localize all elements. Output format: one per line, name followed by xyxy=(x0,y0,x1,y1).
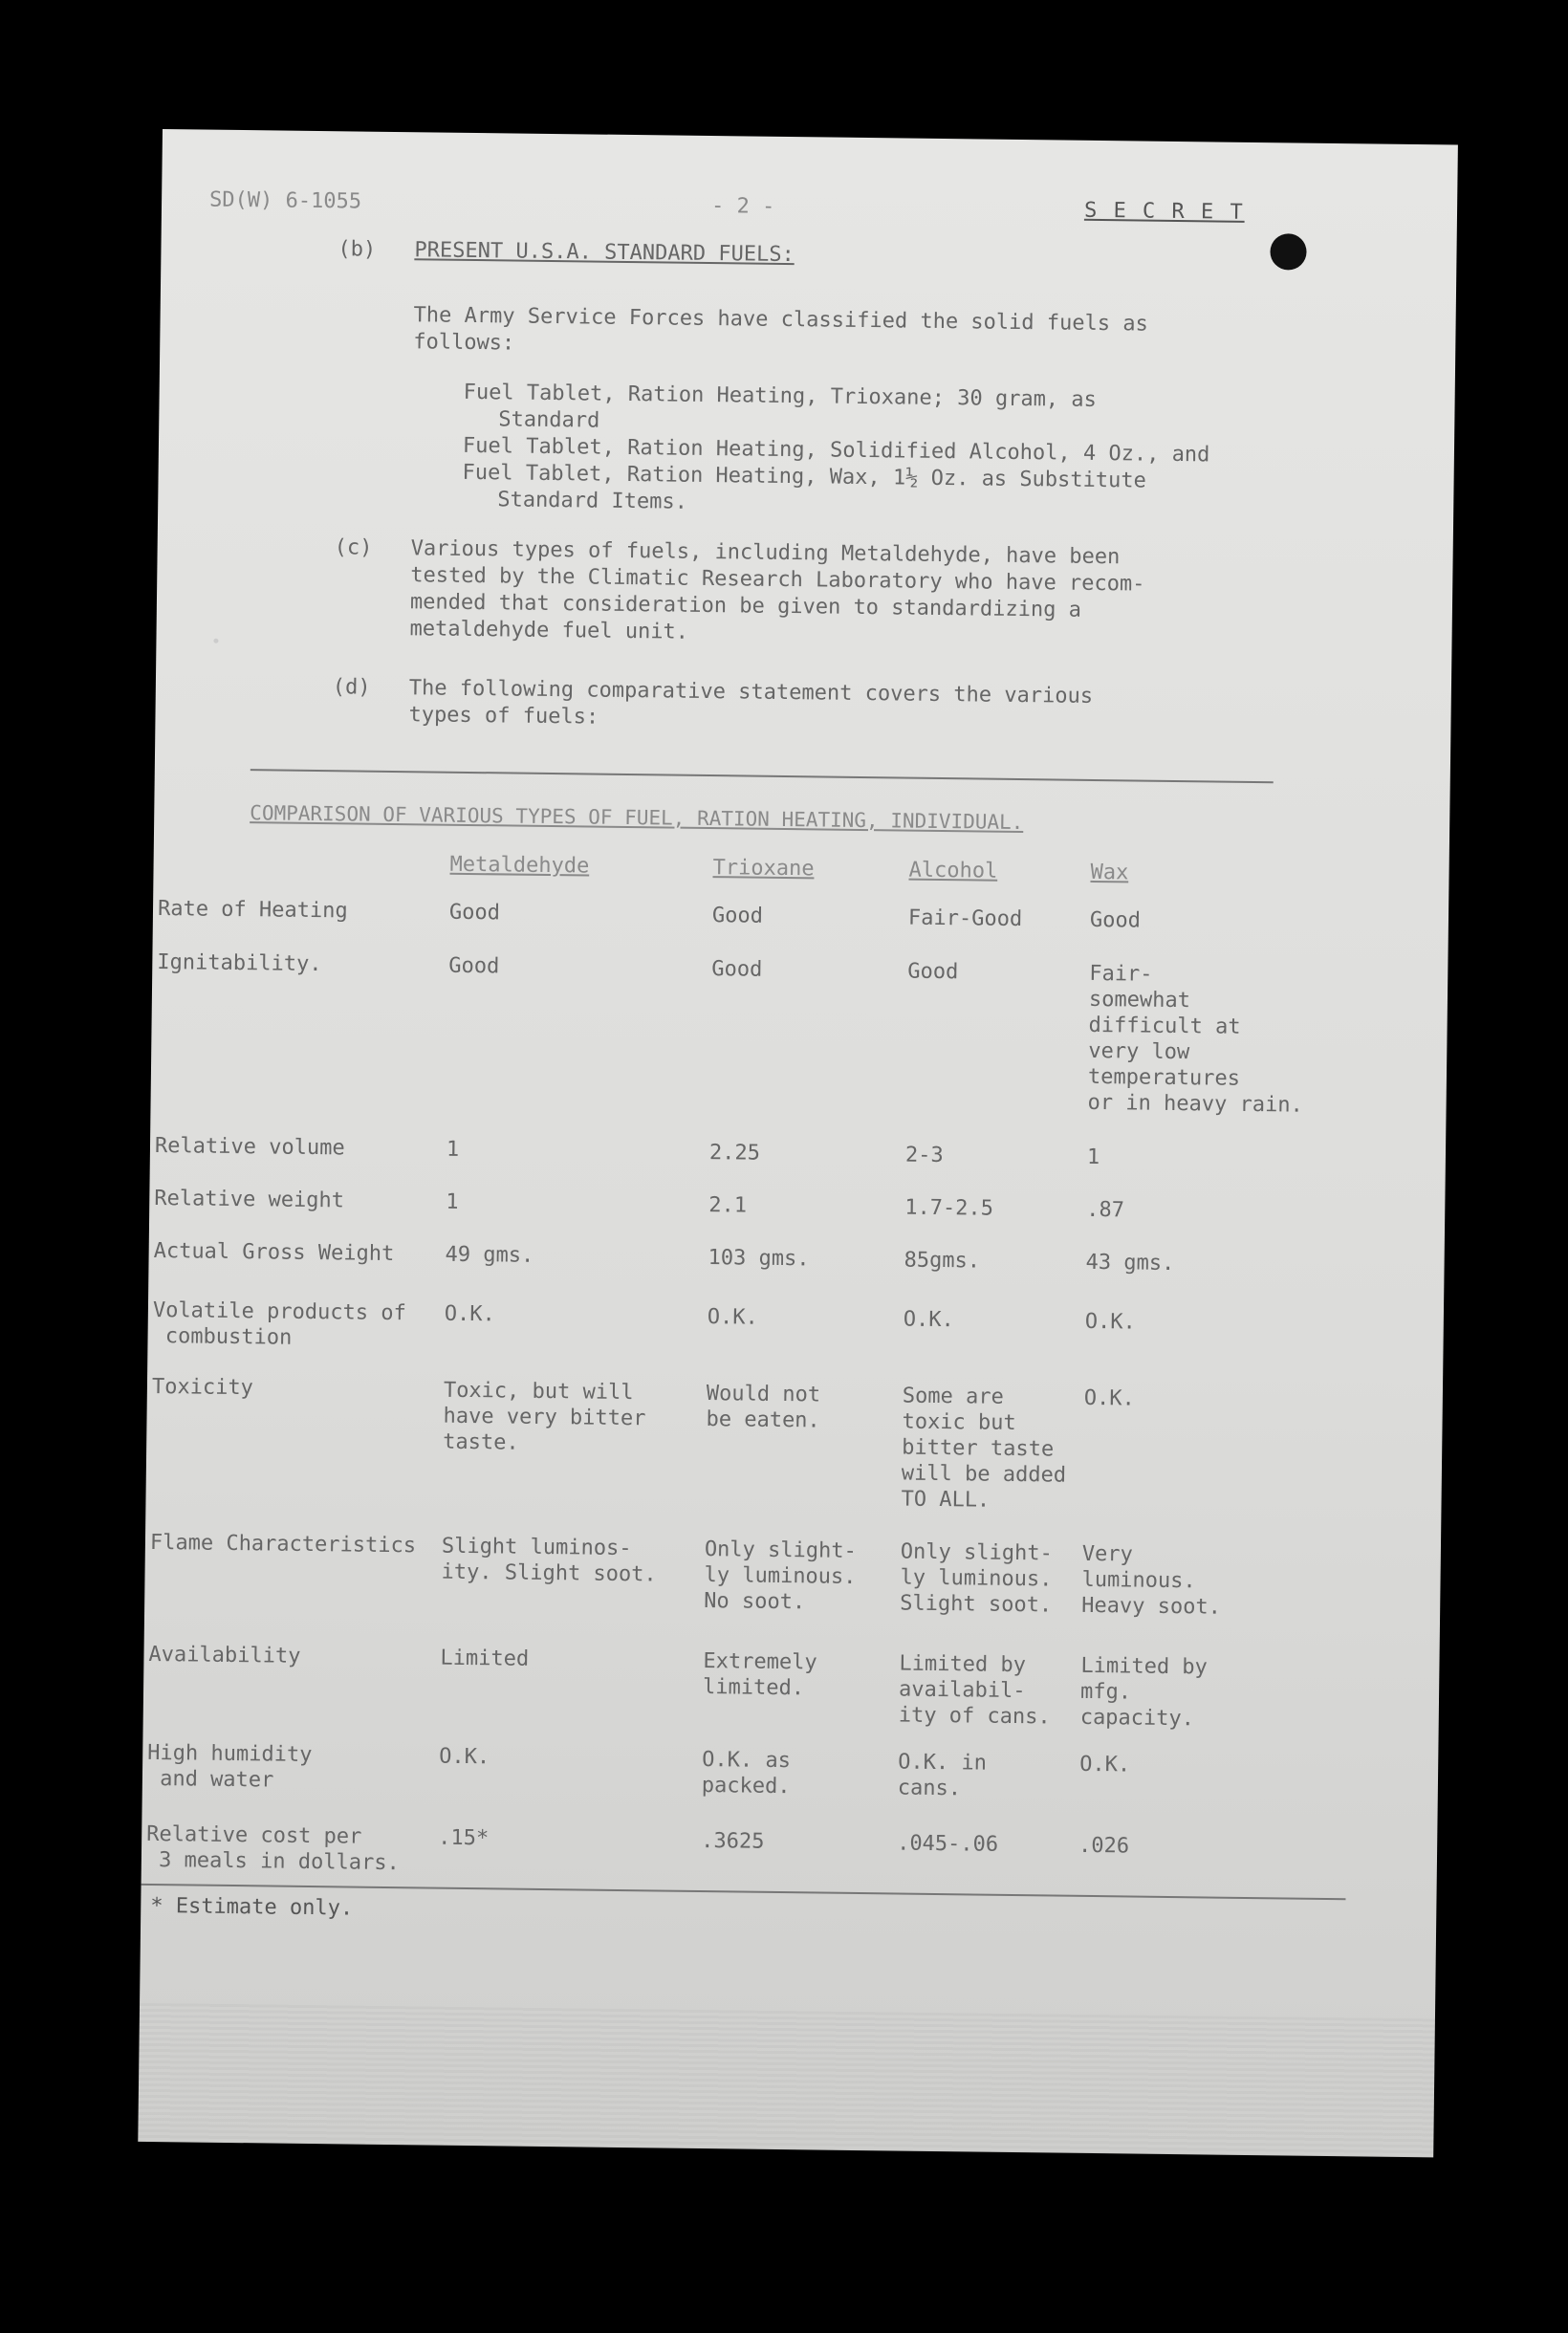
table-cell: Fair- somewhat difficult at very low temperatures or in heavy rain. xyxy=(1087,961,1303,1118)
table-cell: Extremely limited. xyxy=(702,1649,817,1701)
table-cell: 1 xyxy=(446,1189,459,1214)
section-c-label: (c) xyxy=(334,535,373,560)
row-label: High humidity and water xyxy=(146,1740,313,1793)
table-cell: O.K. xyxy=(1084,1309,1136,1335)
table-cell: 103 gms. xyxy=(708,1246,810,1272)
section-d-line1: The following comparative statement covers the various xyxy=(408,676,1094,709)
table-cell: Some are toxic but bitter taste will be added TO ALL. xyxy=(901,1384,1067,1513)
table-cell: Limited by availabil- ity of cans. xyxy=(898,1651,1051,1730)
stray-mark xyxy=(213,639,218,643)
table-cell: O.K. xyxy=(444,1301,496,1327)
table-cell: Only slight- ly luminous. Slight soot. xyxy=(900,1539,1053,1618)
table-cell: 1 xyxy=(1086,1145,1100,1170)
row-label: Relative weight xyxy=(154,1186,345,1213)
table-cell: O.K. in cans. xyxy=(897,1750,988,1801)
table-cell: Would not be eaten. xyxy=(706,1382,821,1433)
document-id: SD(W) 6-1055 xyxy=(208,187,362,214)
page-number: - 2 - xyxy=(710,194,775,219)
table-cell: O.K. xyxy=(1079,1752,1131,1777)
table-cell: Good xyxy=(448,900,501,926)
document-page xyxy=(138,129,1458,2157)
section-c-line2: tested by the Climatic Research Laboratory who have recom- xyxy=(410,563,1145,597)
table-top-rule xyxy=(250,769,1274,783)
table-cell: .87 xyxy=(1086,1197,1125,1223)
scan-artifact xyxy=(138,2003,1435,2158)
table-cell: 2.1 xyxy=(708,1193,748,1218)
table-cell: Only slight- ly luminous. No soot. xyxy=(704,1537,857,1615)
row-label: Availability xyxy=(148,1642,301,1668)
row-label: Relative cost per 3 meals in dollars. xyxy=(145,1821,400,1876)
table-cell: Toxic, but will have very bitter taste. xyxy=(443,1378,646,1455)
column-header: Metaldehyde xyxy=(449,852,590,879)
table-cell: Good xyxy=(711,957,763,982)
section-b-intro-line1: The Army Service Forces have classified the solid fuels as xyxy=(413,303,1148,337)
table-cell: 1 xyxy=(446,1137,460,1162)
table-cell: O.K. xyxy=(903,1307,954,1333)
fuel-item-3-cont: Standard Items. xyxy=(497,488,688,514)
fuel-item-1-cont: Standard xyxy=(498,407,600,433)
table-cell: 2.25 xyxy=(708,1141,761,1166)
section-c-line1: Various types of fuels, including Metaldehyde, have been xyxy=(410,536,1121,570)
table-cell: Good xyxy=(907,959,959,985)
section-b-label: (b) xyxy=(338,237,377,262)
table-cell: 43 gms. xyxy=(1085,1250,1175,1276)
column-header: Wax xyxy=(1090,860,1129,885)
table-cell: Limited by mfg. capacity. xyxy=(1079,1653,1209,1732)
row-label: Ignitability. xyxy=(157,949,322,977)
table-cell: 85gms. xyxy=(904,1248,981,1274)
column-header: Trioxane xyxy=(712,856,815,882)
table-title: COMPARISON OF VARIOUS TYPES OF FUEL, RATION HEATING, INDIVIDUAL. xyxy=(250,801,1024,835)
row-label: Flame Characteristics xyxy=(149,1530,417,1559)
section-d-label: (d) xyxy=(332,675,371,700)
table-cell: 1.7-2.5 xyxy=(904,1195,994,1221)
table-footnote: * Estimate only. xyxy=(150,1893,354,1921)
table-cell: Good xyxy=(448,953,500,979)
table-cell: O.K. xyxy=(439,1744,490,1770)
column-header: Alcohol xyxy=(908,858,998,883)
section-b-heading: PRESENT U.S.A. STANDARD FUELS: xyxy=(414,238,795,268)
table-cell: 49 gms. xyxy=(445,1242,534,1268)
table-cell: Limited xyxy=(440,1646,530,1671)
table-cell: Good xyxy=(1089,907,1142,933)
section-c-line4: metaldehyde fuel unit. xyxy=(409,617,689,644)
fuel-item-3: Fuel Tablet, Ration Heating, Wax, 1½ Oz. as Substitute xyxy=(462,460,1146,493)
table-cell: Very luminous. Heavy soot. xyxy=(1081,1541,1222,1620)
row-label: Relative volume xyxy=(154,1133,345,1161)
section-b-intro-line2: follows: xyxy=(413,330,515,356)
table-cell: .15* xyxy=(438,1825,490,1851)
table-cell: Fair-Good xyxy=(907,905,1023,932)
table-cell: .026 xyxy=(1078,1833,1130,1859)
classification-marking: S E C R E T xyxy=(1083,198,1245,225)
section-c-line3: mended that consideration be given to standardizing a xyxy=(409,590,1082,622)
row-label: Actual Gross Weight xyxy=(153,1238,395,1267)
table-cell: .3625 xyxy=(701,1829,765,1854)
table-cell: O.K. as packed. xyxy=(701,1748,792,1799)
fuel-item-2: Fuel Tablet, Ration Heating, Solidified Alcohol, 4 Oz., and xyxy=(462,433,1210,468)
table-cell: O.K. xyxy=(707,1305,758,1330)
row-label: Rate of Heating xyxy=(157,897,348,924)
table-cell: Good xyxy=(711,904,764,928)
table-cell: O.K. xyxy=(1083,1385,1135,1411)
section-d-line2: types of fuels: xyxy=(408,703,599,730)
fuel-item-1: Fuel Tablet, Ration Heating, Trioxane; 30 gram, as xyxy=(463,380,1098,412)
table-cell: 2-3 xyxy=(904,1143,944,1168)
row-label: Toxicity xyxy=(151,1374,254,1401)
table-cell: Slight luminos- ity. Slight soot. xyxy=(441,1534,657,1587)
table-cell: .045-.06 xyxy=(896,1831,999,1857)
row-label: Volatile products of combustion xyxy=(152,1297,406,1350)
punch-hole xyxy=(1270,233,1306,270)
